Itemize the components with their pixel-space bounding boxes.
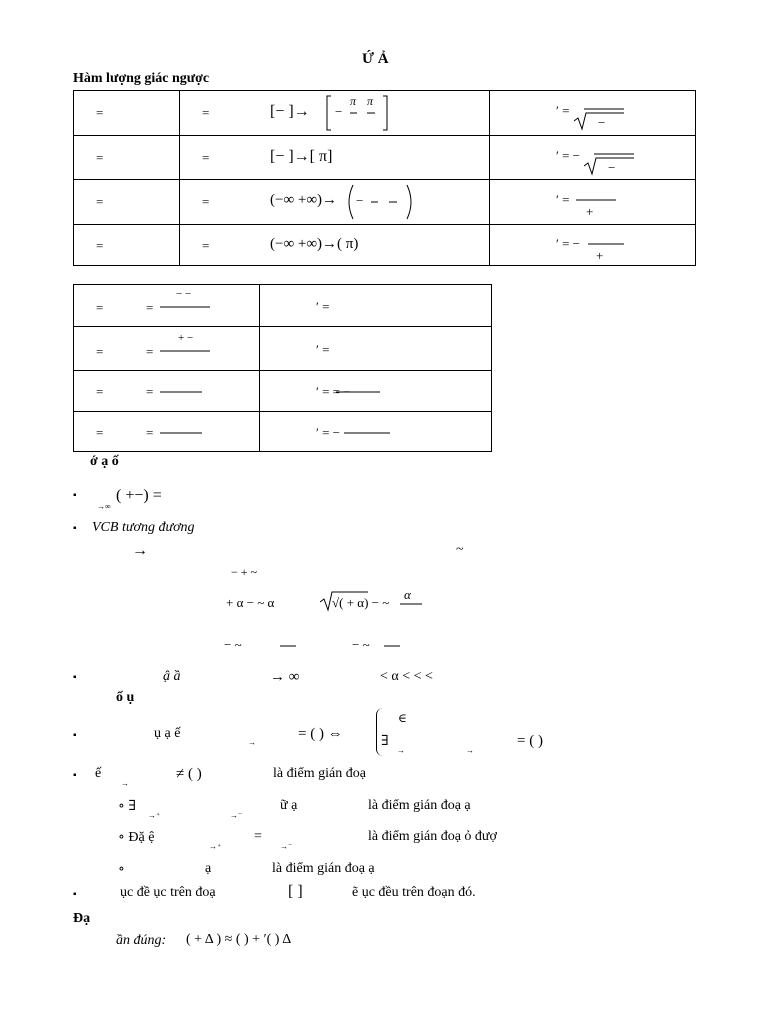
- fraction-bar: [576, 198, 616, 202]
- fraction-bar: [344, 431, 390, 435]
- vcb-line: ~: [456, 542, 464, 557]
- continuity-text: →: [466, 746, 474, 755]
- table-cell: ′ = −: [260, 412, 492, 452]
- table-cell: ′ = +: [490, 180, 696, 225]
- derivative-heading: Đạ: [73, 911, 91, 926]
- table-cell: = =: [74, 371, 260, 412]
- table-cell: =: [74, 136, 180, 180]
- table-row: [74, 327, 492, 371]
- fraction-bar: [160, 349, 210, 353]
- fraction-bar: [160, 305, 210, 309]
- sub-item: là điểm gián đoạ ạ: [272, 861, 375, 876]
- vcb-line: − ~: [224, 637, 242, 652]
- approximation-formula: ( + Δ ) ≈ ( ) + ′( ) Δ: [186, 932, 292, 947]
- sub-item: →⁻: [280, 842, 293, 851]
- growth-text: < α < < <: [380, 669, 433, 684]
- inverse-trig-table: [73, 90, 696, 266]
- sub-item: =: [254, 829, 262, 844]
- table-cell: =: [74, 180, 180, 225]
- discontinuity-text: ế: [95, 766, 102, 781]
- table-row: [74, 285, 492, 327]
- table-cell: ′ = − +: [490, 225, 696, 266]
- continuity-text: ụ ạ ế: [154, 726, 181, 741]
- bullet-marker: ▪: [73, 490, 77, 501]
- sub-item: là điểm gián đoạ ạ: [368, 798, 471, 813]
- fraction-bar: [280, 644, 296, 648]
- vcb-label: VCB tương đương: [92, 520, 195, 535]
- bullet-marker: ▪: [73, 730, 77, 741]
- table-row: [74, 371, 492, 412]
- sub-item: →⁺: [209, 842, 222, 851]
- sub-item: ữ ạ: [280, 798, 298, 813]
- uniform-text: [ ]: [288, 883, 303, 900]
- table-cell: = [− ]→[ π]: [180, 136, 490, 180]
- continuity-text: ∈: [398, 711, 407, 725]
- table-cell: ′ =: [260, 285, 492, 327]
- page-title: Ứ Ả: [362, 51, 389, 67]
- vcb-line: √( + α) − ~: [332, 595, 390, 610]
- sub-item: ạ: [205, 861, 212, 876]
- approximation-label: ần đúng:: [116, 933, 167, 948]
- table-row: [74, 412, 492, 452]
- table-row: [74, 91, 696, 136]
- bullet-marker: ▪: [73, 672, 77, 683]
- uniform-text: ục đề ục trên đoạ: [120, 885, 216, 900]
- continuity-text: →: [397, 746, 405, 755]
- table-cell: ′ = −: [490, 91, 696, 136]
- table-cell: ′ =: [260, 327, 492, 371]
- discontinuity-text: là điểm gián đoạ: [273, 766, 366, 781]
- continuity-text: = ( ) ⇔: [298, 726, 343, 742]
- table-cell: = =: [74, 412, 260, 452]
- vcb-line: − + ~: [231, 565, 258, 579]
- sub-item: là điểm gián đoạ ỏ đượ: [368, 829, 497, 844]
- table-cell: =: [74, 91, 180, 136]
- limits-heading: ớ ạ ố: [90, 454, 119, 469]
- continuity-text: ∃: [381, 734, 389, 749]
- limit-subscript: →∞: [97, 502, 111, 511]
- continuity-text: = ( ): [517, 733, 543, 749]
- bullet-marker: ▪: [73, 523, 77, 534]
- table-row: [74, 136, 696, 180]
- continuity-text: →: [248, 738, 256, 747]
- growth-text: → ∞: [270, 669, 300, 685]
- sub-item: →⁻: [230, 811, 243, 820]
- section-heading: Hàm lượng giác ngược: [73, 71, 210, 86]
- fraction-bar: [384, 644, 400, 648]
- sub-item: ∘ Đặ ệ: [118, 830, 155, 845]
- table-cell: = = + −: [74, 327, 260, 371]
- table-cell: = = − −: [74, 285, 260, 327]
- bullet-marker: ▪: [73, 889, 77, 900]
- vcb-line: α: [404, 587, 411, 602]
- growth-text: ậ ầ: [163, 669, 181, 684]
- hyperbolic-table: [73, 284, 492, 452]
- fraction-bar: [588, 242, 624, 246]
- discontinuity-text: ≠ ( ): [176, 766, 202, 782]
- fraction-bar: [160, 390, 202, 394]
- vcb-line: →: [132, 542, 148, 559]
- table-cell: ′ = = −: [260, 371, 492, 412]
- discontinuity-text: →: [121, 779, 129, 788]
- sub-item: ∘ ∃: [118, 799, 136, 814]
- sub-item: ∘: [118, 862, 125, 877]
- sub-item: →⁺: [148, 811, 161, 820]
- fraction-bar: [160, 431, 202, 435]
- fraction-bar: [336, 390, 380, 394]
- table-cell: =: [74, 225, 180, 266]
- vcb-line: + α − ~ α: [226, 595, 275, 610]
- growth-text: ố ụ: [116, 690, 135, 705]
- uniform-text: ẽ ục đều trên đoạn đó.: [352, 885, 476, 900]
- fraction-bar: [400, 602, 422, 606]
- bullet-marker: ▪: [73, 770, 77, 781]
- table-cell: = [− ]→ − π π: [180, 91, 490, 136]
- limit-expression: ( +−) =: [116, 487, 162, 504]
- table-cell: = (−∞ +∞)→ −: [180, 180, 490, 225]
- vcb-line: − ~: [352, 637, 370, 652]
- table-row: [74, 225, 696, 266]
- table-row: [74, 180, 696, 225]
- table-cell: ′ = − −: [490, 136, 696, 180]
- table-cell: = (−∞ +∞)→( π): [180, 225, 490, 266]
